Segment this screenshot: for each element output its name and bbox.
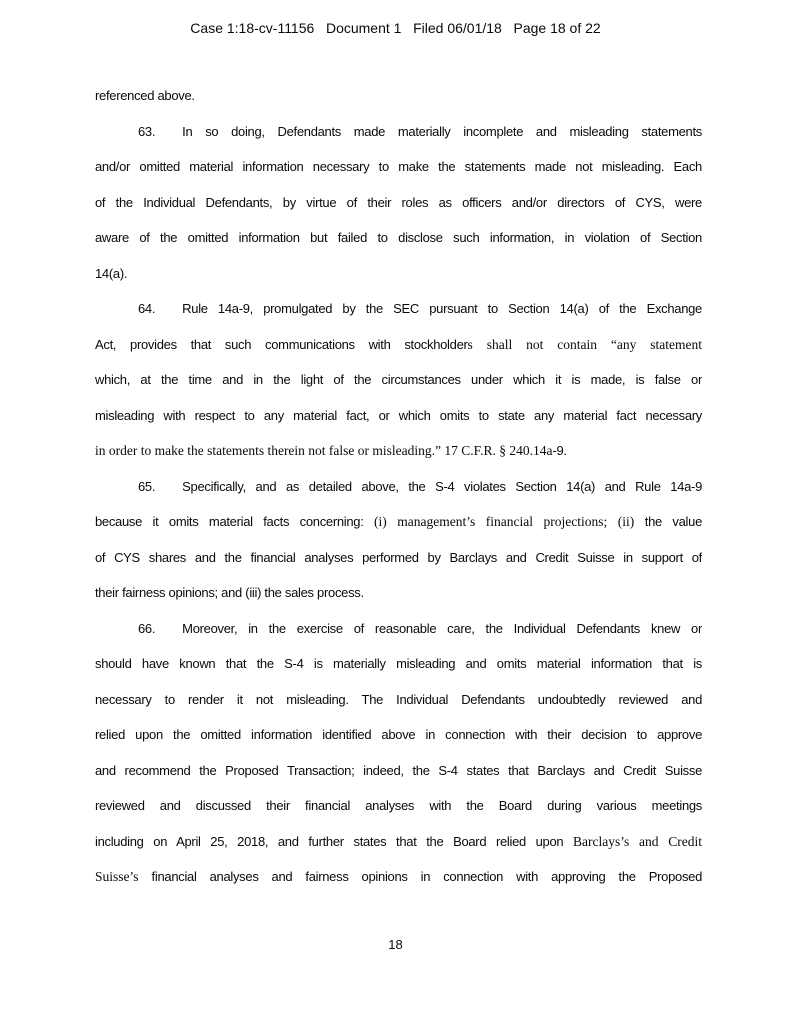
- text-segment: Suisse’s: [95, 869, 139, 884]
- text-segment: -9.: [552, 443, 567, 458]
- text-line: [95, 682, 702, 718]
- text-segment: s shall not contain “any statement: [467, 336, 702, 352]
- text-line: [95, 504, 702, 540]
- text-line: [95, 220, 702, 256]
- text-segment: 63.: [138, 123, 156, 139]
- text-line: [95, 469, 702, 505]
- text-segment: which, at the time and in the light of the circumstances under which it is made, is false or: [95, 372, 702, 387]
- text-segment: because it omits material facts concerning:: [95, 514, 375, 529]
- document-body: [95, 78, 702, 895]
- text-segment: of CYS shares and the financial analyses performed by Barclays and Credit Suisse in support of: [95, 549, 702, 565]
- tab-spacer: [155, 135, 182, 136]
- text-segment: referenced above.: [95, 88, 195, 103]
- text-segment: Moreover, in the exercise of reasonable care, the Individual Defendants knew or: [182, 620, 702, 636]
- text-line: [95, 256, 702, 292]
- text-line: [95, 327, 702, 363]
- text-segment: in order to make the statements therein not false or misleading.” 17 C.F.R. § 240.14a: [95, 443, 553, 458]
- text-segment: misleading with respect to any material fact, or which omits to state any material fact necessary: [95, 407, 702, 423]
- text-segment: their fairness opinions; and (iii) the sales process.: [95, 585, 364, 600]
- text-segment: Specifically, and as detailed above, the S-4 violates Section 14(a) and Rule 14a-9: [182, 478, 702, 494]
- text-line: [95, 149, 702, 185]
- text-line: [95, 114, 702, 150]
- text-segment: necessary to render it not misleading. The Individual Defendants undoubtedly reviewed and: [95, 691, 702, 707]
- text-line: [95, 398, 702, 434]
- text-line: [95, 611, 702, 647]
- text-line: [95, 185, 702, 221]
- text-segment: financial analyses and fairness opinions in connection with approving the Proposed: [138, 869, 702, 884]
- text-line: [95, 433, 702, 469]
- text-segment: 66.: [138, 620, 156, 636]
- text-line: [95, 575, 702, 611]
- text-segment: Barclays’s and Credit: [573, 833, 702, 849]
- text-segment: aware of the omitted information but failed to disclose such information, in violation of Section: [95, 230, 702, 245]
- text-line: [95, 291, 702, 327]
- text-segment: should have known that the S-4 is materially misleading and omits material information that is: [95, 656, 702, 671]
- text-line: [95, 859, 702, 895]
- tab-spacer: [155, 490, 182, 491]
- text-line: [95, 362, 702, 398]
- text-line: [95, 78, 702, 114]
- text-line: [95, 824, 702, 860]
- text-segment: In so doing, Defendants made materially incomplete and misleading statements: [182, 123, 702, 139]
- text-segment: the value: [634, 514, 702, 529]
- text-segment: relied upon the omitted information identified above in connection with their decision to approve: [95, 727, 702, 742]
- text-line: [95, 646, 702, 682]
- text-segment: 65.: [138, 478, 156, 494]
- text-segment: and recommend the Proposed Transaction; indeed, the S-4 states that Barclays and Credit Suisse: [95, 762, 702, 778]
- text-segment: Rule 14a-9, promulgated by the SEC pursuant to Section 14(a) of the Exchange: [182, 301, 702, 316]
- text-segment: (i) management’s financial projections; (ii): [374, 514, 635, 529]
- text-segment: of the Individual Defendants, by virtue of their roles as officers and/or directors of CYS, were: [95, 194, 702, 210]
- text-line: [95, 717, 702, 753]
- court-filing-header: Case 1:18-cv-11156 Document 1 Filed 06/01/18 Page 18 of 22: [190, 20, 601, 36]
- text-segment: Act, provides that such communications with stockholder: [95, 336, 468, 352]
- tab-spacer: [155, 312, 182, 313]
- text-segment: reviewed and discussed their financial analyses with the Board during various meetings: [95, 798, 702, 813]
- text-segment: 64.: [138, 301, 156, 316]
- tab-spacer: [155, 632, 182, 633]
- text-segment: 14(a).: [95, 265, 128, 281]
- text-line: [95, 540, 702, 576]
- text-segment: and/or omitted material information necessary to make the statements made not misleading. Each: [95, 159, 702, 174]
- text-segment: including on April 25, 2018, and further states that the Board relied upon: [95, 833, 574, 849]
- text-line: [95, 788, 702, 824]
- text-line: [95, 753, 702, 789]
- page-number: 18: [388, 937, 403, 952]
